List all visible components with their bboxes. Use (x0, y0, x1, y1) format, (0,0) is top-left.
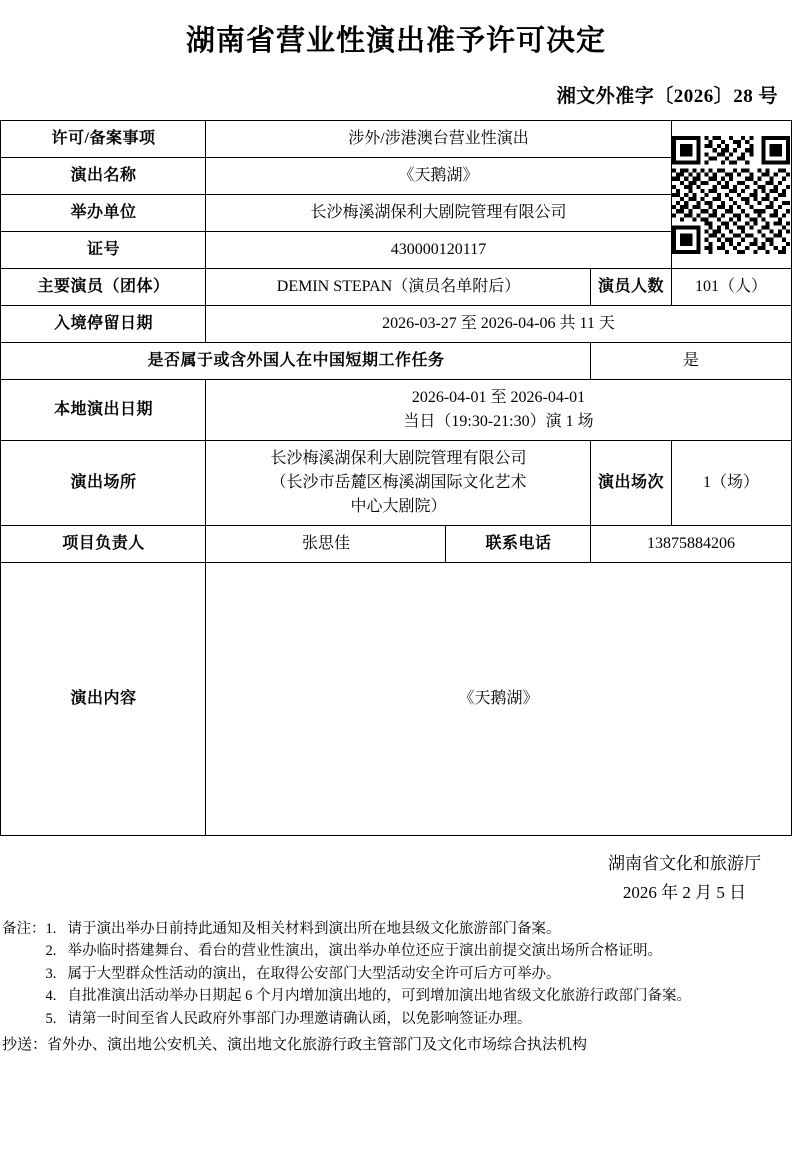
qr-code-cell (671, 121, 791, 269)
table-row (1, 526, 791, 563)
short-term-task-value: 是 (591, 343, 791, 380)
note-number: 4. (45, 988, 57, 1005)
list-item (46, 1008, 692, 1030)
note-text: 自批准演出活动举办日期起 6 个月内增加演出地的，可到增加演出地省级文化旅游行政部门备案。 (67, 988, 691, 1005)
page-title: 湖南省营业性演出准予许可决定 (185, 25, 606, 57)
list-item (46, 985, 692, 1007)
entry-stay-value: 2026-03-27 至 2026-04-06 共 11 天 (206, 306, 791, 343)
short-term-task-label: 是否属于或含外国人在中国短期工作任务 (1, 343, 591, 380)
local-date-value (206, 380, 791, 441)
document-number: 湘文外准字〔2026〕28 号 (556, 86, 778, 107)
performer-count-label: 演员人数 (591, 269, 671, 306)
note-number: 3. (45, 965, 57, 982)
note-number: 2. (45, 943, 57, 960)
note-text: 举办临时搭建舞台、看台的营业性演出，演出举办单位还应于演出前提交演出场所合格证明。 (67, 943, 662, 960)
venue-line-2: （长沙市岳麓区梅溪湖国际文化艺术 (270, 474, 527, 491)
list-item (46, 963, 692, 985)
issuer-name: 湖南省文化和旅游厅 (608, 854, 761, 873)
notes-label: 备注： (2, 920, 46, 937)
main-performer-label: 主要演员（团体） (1, 269, 206, 306)
note-number: 5. (45, 1010, 57, 1027)
table-row (1, 121, 791, 158)
issue-date: 2026 年 2 月 5 日 (622, 882, 747, 902)
permit-matter-label: 许可/备案事项 (1, 121, 206, 158)
session-count-value: 1（场） (671, 441, 791, 526)
note-text: 请于演出举办日前持此通知及相关材料到演出所在地县级文化旅游部门备案。 (67, 920, 561, 937)
entry-stay-label: 入境停留日期 (1, 306, 206, 343)
organizer-label: 举办单位 (1, 195, 206, 232)
table-row (1, 563, 791, 836)
local-date-line-2: 当日（19:30-21:30）演 1 场 (403, 413, 594, 430)
table-row (1, 269, 791, 306)
list-item (46, 940, 692, 962)
phone-value: 13875884206 (591, 526, 791, 563)
table-row (1, 441, 791, 526)
cc-label: 抄送： (2, 1037, 48, 1054)
note-number: 1. (45, 920, 57, 937)
main-performer-value: DEMIN STEPAN（演员名单附后） (206, 269, 591, 306)
list-item (46, 918, 692, 940)
cc-text: 省外办、演出地公安机关、演出地文化旅游行政主管部门及文化市场综合执法机构 (47, 1037, 588, 1054)
venue-label: 演出场所 (1, 441, 206, 526)
cc-row (2, 1034, 792, 1057)
local-date-label: 本地演出日期 (1, 380, 206, 441)
permit-table (0, 120, 791, 836)
table-row (1, 380, 791, 441)
performer-count-value: 101（人） (671, 269, 791, 306)
document-page (0, 18, 792, 1175)
venue-line-3: 中心大剧院） (350, 498, 447, 515)
cert-no-label: 证号 (1, 232, 206, 269)
qr-code-icon (672, 136, 790, 254)
content-label: 演出内容 (1, 563, 206, 836)
signature-block (1, 836, 791, 908)
organizer-value: 长沙梅溪湖保利大剧院管理有限公司 (206, 195, 671, 232)
show-name-value: 《天鹅湖》 (206, 158, 671, 195)
table-row (1, 343, 791, 380)
table-row (1, 306, 791, 343)
cert-no-value: 430000120117 (206, 232, 671, 269)
notes-list (46, 918, 692, 1030)
venue-line-1: 长沙梅溪湖保利大剧院管理有限公司 (270, 450, 527, 467)
permit-matter-value: 涉外/涉港澳台营业性演出 (206, 121, 671, 158)
session-count-label: 演出场次 (591, 441, 671, 526)
manager-label: 项目负责人 (1, 526, 206, 563)
local-date-line-1: 2026-04-01 至 2026-04-01 (411, 389, 586, 406)
venue-value (206, 441, 591, 526)
note-text: 请第一时间至省人民政府外事部门办理邀请确认函，以免影响签证办理。 (67, 1010, 532, 1027)
phone-label: 联系电话 (446, 526, 591, 563)
manager-value: 张思佳 (206, 526, 446, 563)
notes-section (0, 918, 792, 1058)
note-text: 属于大型群众性活动的演出，在取得公安部门大型活动安全许可后方可举办。 (67, 965, 561, 982)
content-value: 《天鹅湖》 (206, 563, 791, 836)
show-name-label: 演出名称 (1, 158, 206, 195)
